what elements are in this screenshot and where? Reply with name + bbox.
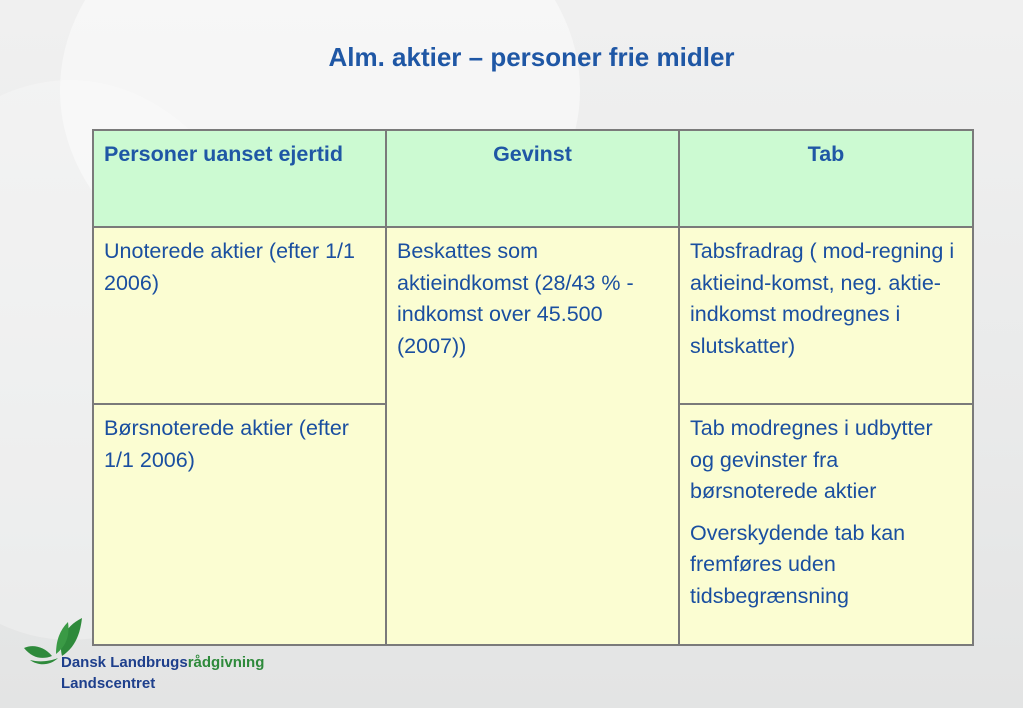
logo-name-accent: rådgivning [187, 654, 265, 671]
tab-paragraph-1: Tab modregnes i udbytter og gevinster fra børsnoterede aktier [690, 416, 933, 503]
cell-boersnoterede: Børsnoterede aktier (efter 1/1 2006) [93, 404, 386, 645]
cell-gevinst: Beskattes som aktieindkomst (28/43 % - indkomst over 45.500 (2007)) [386, 227, 679, 645]
table-header-row [93, 130, 973, 227]
header-tab: Tab [679, 130, 973, 227]
slide-title: Alm. aktier – personer frie midler [328, 42, 735, 72]
tab-paragraph-2: Overskydende tab kan fremføres uden tidsbegrænsning [690, 520, 906, 608]
cell-tab-unoterede: Tabsfradrag ( mod-regning i aktieind-komst, neg. aktie-indkomst modregnes i slutskatter) [679, 227, 973, 404]
logo-line-1 [61, 652, 264, 673]
cell-tab-boersnoterede [679, 404, 973, 645]
tax-table [92, 129, 974, 646]
header-gevinst: Gevinst [386, 130, 679, 227]
logo-name-main: Dansk Landbrugs [61, 654, 188, 671]
header-personer: Personer uanset ejertid [93, 130, 386, 227]
cell-unoterede: Unoterede aktier (efter 1/1 2006) [93, 227, 386, 404]
logo-line-2: Landscentret [61, 675, 156, 692]
table-row [93, 227, 973, 404]
logo-text [61, 652, 264, 694]
